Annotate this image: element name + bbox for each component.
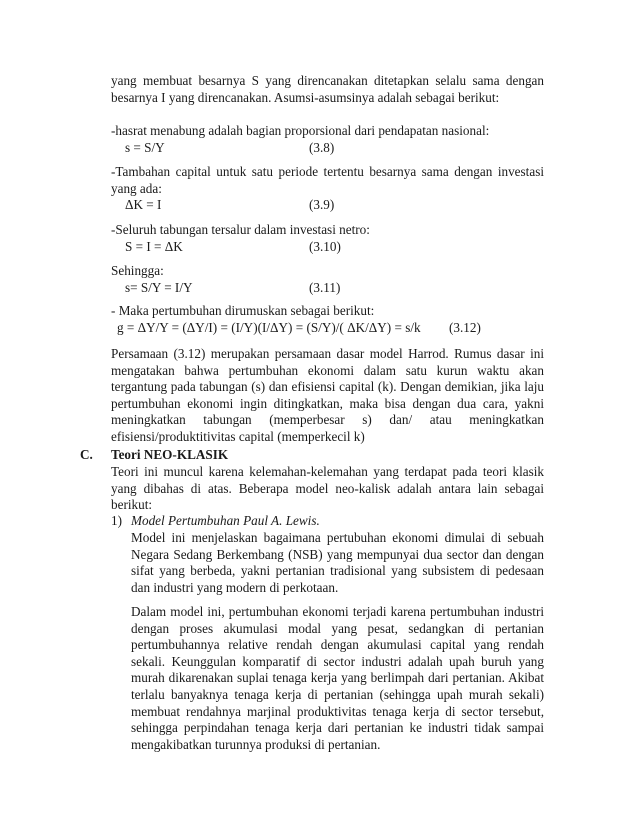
- equation-formula: g = ΔY/Y = (ΔY/I) = (I/Y)(I/ΔY) = (S/Y)/( ΔK/ΔY) = s/k: [117, 319, 421, 335]
- section-letter: C.: [80, 447, 93, 462]
- assumption-text: -Seluruh tabungan tersalur dalam investasi netro:: [111, 222, 370, 237]
- section-title: Teori NEO-KLASIK: [111, 447, 229, 462]
- equation-3-9: [111, 197, 544, 214]
- item-paragraph-2: Dalam model ini, pertumbuhan ekonomi terjadi karena pertumbuhan industri dengan proses akumulasi modal yang pesat, sedangkan di pertanian pertumbuhannya relative rendah dengan akumulasi capital yang rendah sekali. Keunggulan komparatif di sector industri adalah upah buruh yang murah dikarenakan suplai tenaga kerja yang berlimpah dari pertanian. Akibat terlalu banyaknya tenaga kerja di pertanian (sehingga upah murah sekali) membuat rendahnya marjinal produktivitas tenaga kerja di sector tersebut, sehingga perpindahan tenaga kerja dari pertanian ke industri tidak sampai mengakibatkan turunnya produksi di pertanian.: [131, 604, 544, 752]
- equation-3-8: [111, 140, 544, 157]
- equation-formula: s= S/Y = I/Y: [125, 279, 193, 295]
- growth-formula-block: [111, 303, 544, 337]
- conclusion: [111, 263, 544, 297]
- equation-number: (3.8): [309, 139, 335, 155]
- section-intro: Teori ini muncul karena kelemahan-kelemahan yang terdapat pada teori klasik yang dibahas di atas. Beberapa model neo-kalisk adalah antara lain sebagai berikut:: [111, 464, 544, 513]
- equation-3-10: [111, 239, 544, 256]
- equation-3-11: [111, 280, 544, 297]
- equation-3-12: [111, 320, 544, 337]
- equation-number: (3.10): [309, 238, 341, 254]
- conclusion-text: Sehingga:: [111, 263, 164, 278]
- item-paragraph-1: Model ini menjelaskan bagaimana pertubuhan ekonomi dimulai di sebuah Negara Sedang Berkembang (NSB) yang mempunyai dua sector dan dengan sifat yang berbeda, yakni pertanian tradisional yang subsistem di pedesaan dan industri yang modern di perkotaan.: [131, 530, 544, 595]
- equation-number: (3.12): [449, 319, 481, 335]
- equation-formula: ΔK = I: [125, 197, 162, 213]
- equation-formula: s = S/Y: [125, 139, 165, 155]
- harrod-paragraph: Persamaan (3.12) merupakan persamaan dasar model Harrod. Rumus dasar ini mengatakan bahwa pertumbuhan ekonomi dalam satu kurun waktu akan tergantung pada tabungan (s) dan efisiensi capital (k). Dengan demikian, jika laju pertumbuhan ekonomi ingin ditingkatkan, maka bisa dengan dua cara, yakni meningkatkan tabungan (memperbesar s) dan/ atau meningkatkan efisiensi/produktitivitas capital (memperkecil k): [111, 346, 544, 444]
- intro-paragraph: yang membuat besarnya S yang direncanakan ditetapkan selalu sama dengan besarnya I yang direncanakan. Asumsi-asumsinya adalah sebagai berikut:: [111, 73, 544, 105]
- assumption-investment: [111, 222, 544, 256]
- equation-number: (3.11): [309, 279, 341, 295]
- equation-number: (3.9): [309, 197, 335, 213]
- assumption-text: -hasrat menabung adalah bagian proporsional dari pendapatan nasional:: [111, 123, 490, 138]
- item-title: Model Pertumbuhan Paul A. Lewis.: [131, 513, 320, 528]
- assumption-text: -Tambahan capital untuk satu periode tertentu besarnya sama dengan investasi yang ada:: [111, 164, 544, 196]
- item-number: 1): [111, 513, 122, 528]
- assumption-capital: [111, 164, 544, 214]
- assumption-saving: [111, 123, 544, 157]
- growth-text: - Maka pertumbuhan dirumuskan sebagai berikut:: [111, 303, 375, 318]
- equation-formula: S = I = ΔK: [125, 238, 183, 254]
